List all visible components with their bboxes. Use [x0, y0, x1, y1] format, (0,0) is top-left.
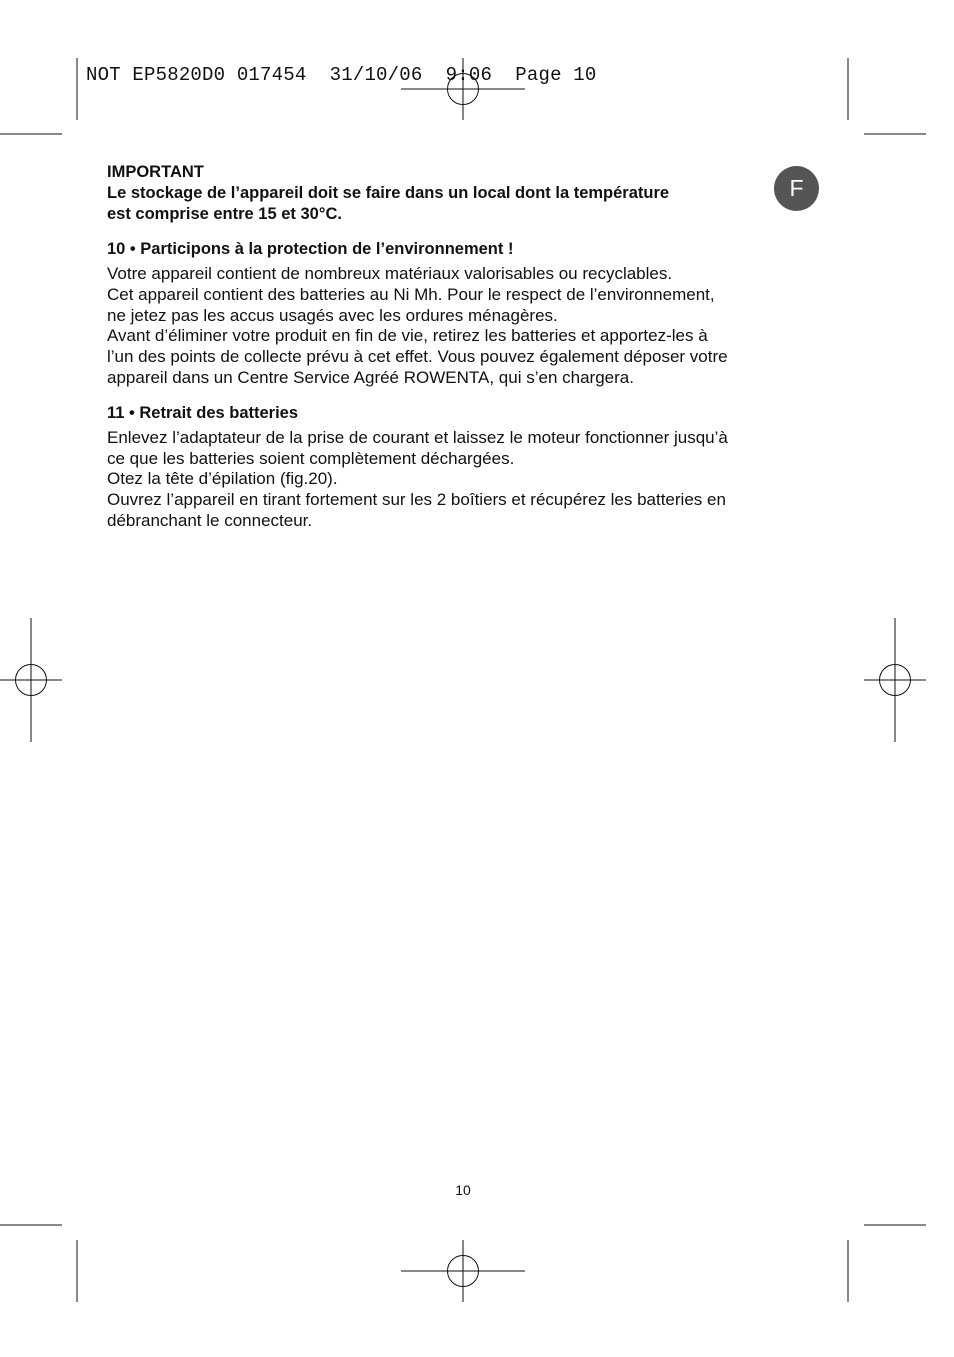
registration-mark-bottom [401, 1240, 525, 1302]
text-line: Enlevez l’adaptateur de la prise de courant et laissez le moteur fonctionner jusqu’à [107, 427, 728, 447]
text-line: est comprise entre 15 et 30°C. [107, 205, 342, 223]
section-11-body [107, 428, 827, 532]
text-line: Ouvrez l’appareil en tirant fortement sur les 2 boîtiers et récupérez les batteries en [107, 490, 726, 510]
registration-mark-right [864, 618, 926, 742]
section-10-body [107, 264, 827, 389]
text-line: l’un des points de collecte prévu à cet effet. Vous pouvez également déposer votre [107, 347, 728, 367]
text-line: appareil dans un Centre Service Agréé ROWENTA, qui s’en chargera. [107, 367, 634, 387]
page-number: 10 [455, 1182, 471, 1198]
text-line: Avant d’éliminer votre produit en fin de vie, retirez les batteries et apportez-les à [107, 326, 708, 346]
language-badge: F [774, 166, 819, 211]
text-line: Otez la tête d’épilation (fig.20). [107, 469, 338, 489]
important-title: IMPORTANT [107, 163, 204, 181]
text-line: ne jetez pas les accus usagés avec les ordures ménagères. [107, 305, 558, 325]
registration-mark-left [0, 618, 62, 742]
section-11-heading: 11 • Retrait des batteries [107, 403, 299, 422]
section-10-heading: 10 • Participons à la protection de l’environnement ! [107, 240, 514, 258]
text-line: Le stockage de l’appareil doit se faire dans un local dont la température [107, 184, 670, 202]
important-notice [107, 183, 747, 225]
text-line: Votre appareil contient de nombreux matériaux valorisables ou recyclables. [107, 264, 673, 283]
text-line: Cet appareil contient des batteries au Ni Mh. Pour le respect de l’environnement, [107, 284, 715, 304]
text-line: ce que les batteries soient complètement déchargées. [107, 448, 515, 468]
page-content [107, 162, 827, 532]
print-slug: NOT EP5820D0 017454 31/10/06 9:06 Page 10 [86, 64, 597, 86]
text-line: débranchant le connecteur. [107, 510, 313, 530]
